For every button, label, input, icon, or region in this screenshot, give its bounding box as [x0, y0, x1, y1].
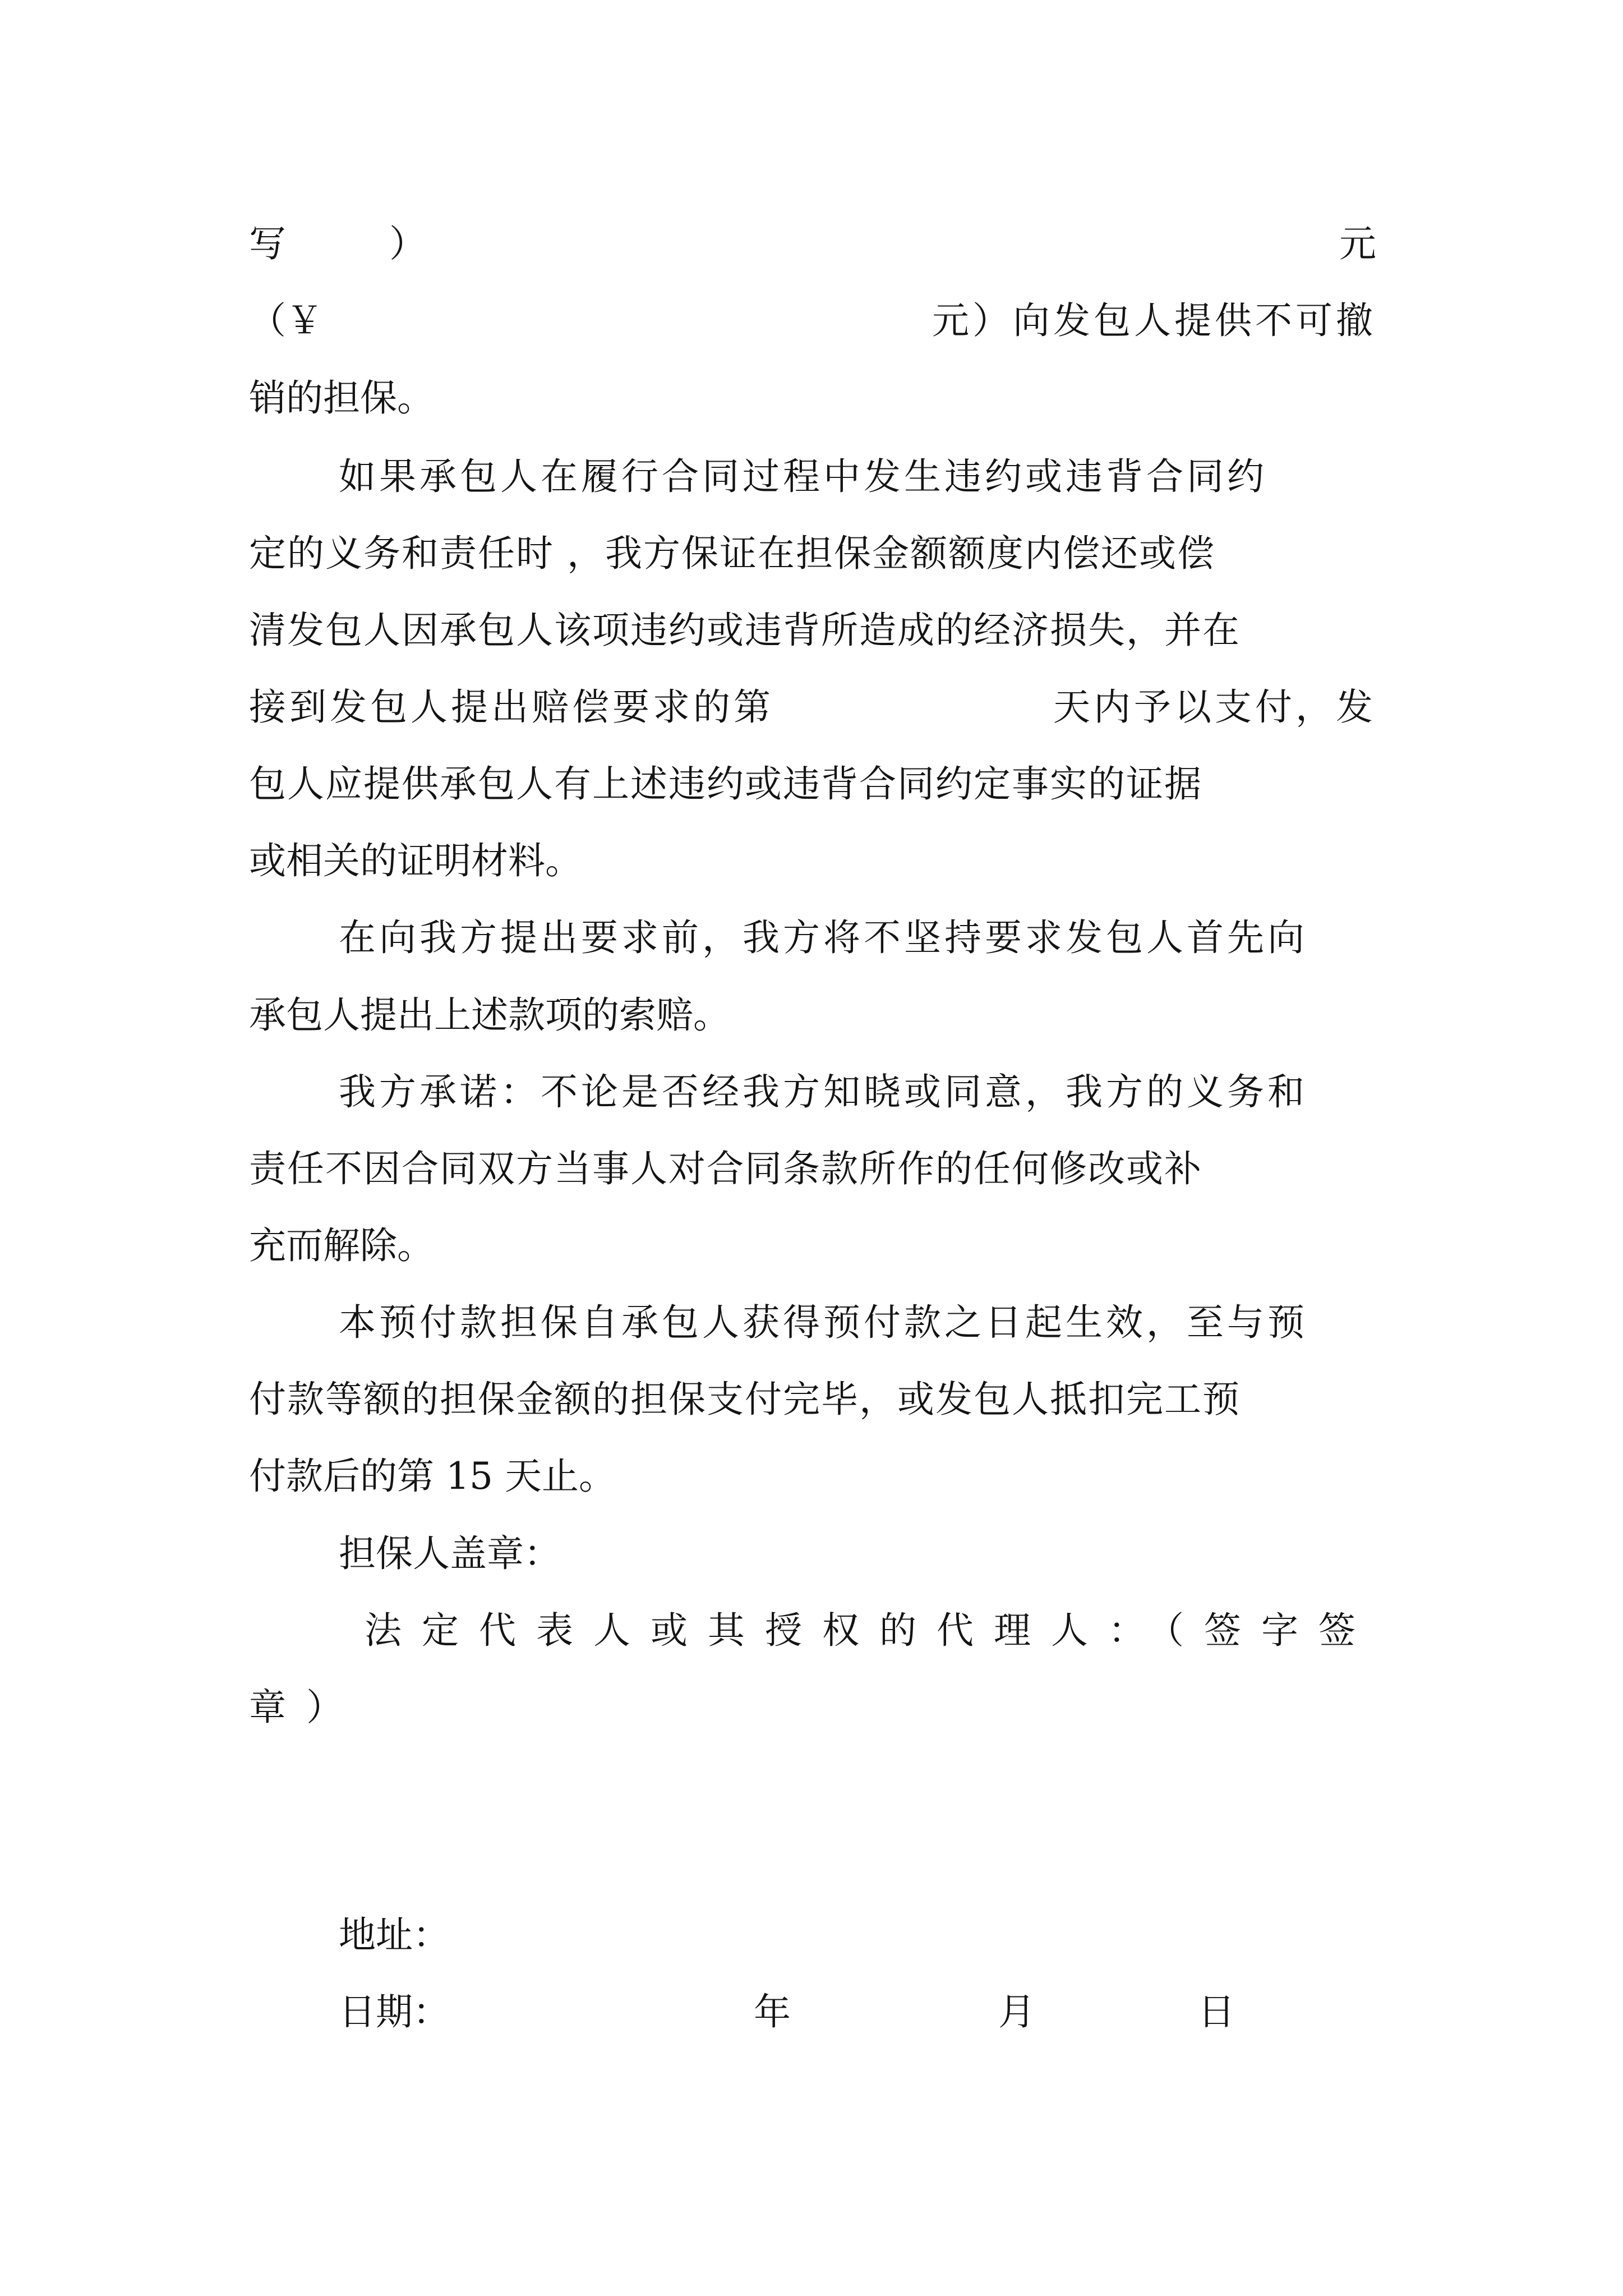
representative-signature-line: 法定代表人或其授权的代理人：（签字签	[365, 1609, 1376, 1652]
request-paragraph-line-2: 承包人提出上述款项的索赔。	[249, 993, 730, 1037]
amount-capital-line	[249, 216, 1376, 272]
commitment-paragraph-line-2: 责任不因合同双方当事人对合同条款所作的任何修改或补	[249, 1147, 1202, 1190]
effective-paragraph-line-2: 付款等额的担保金额的担保支付完毕，或发包人抵扣完工预	[249, 1378, 1241, 1421]
payment-days-suffix: 天内予以支付，发	[1053, 685, 1376, 729]
breach-paragraph-line-5: 包人应提供承包人有上述违约或违背合同约定事实的证据	[249, 762, 1202, 806]
breach-paragraph-line-1: 如果承包人在履行合同过程中发生违约或违背合同约	[339, 455, 1267, 498]
guarantor-seal-label: 担保人盖章：	[339, 1532, 561, 1575]
amount-capital-label: 写	[249, 222, 286, 265]
date-year-label: 年	[754, 1990, 791, 2033]
breach-paragraph-line-4	[249, 679, 1376, 735]
amount-figure-line	[249, 293, 1376, 349]
date-month-label: 月	[998, 1990, 1035, 2033]
request-paragraph-line-1: 在向我方提出要求前，我方将不坚持要求发包人首先向	[339, 916, 1308, 959]
amount-figure-label: （￥	[249, 299, 323, 342]
payment-days-label: 接到发包人提出赔偿要求的第	[249, 685, 774, 729]
commitment-paragraph-line-1: 我方承诺：不论是否经我方知晓或同意，我方的义务和	[339, 1070, 1308, 1114]
breach-paragraph-line-2: 定的义务和责任时 ，我方保证在担保金额额度内偿还或偿	[249, 532, 1215, 575]
date-label: 日期：	[339, 1990, 450, 2033]
amount-capital-close-paren: ）	[389, 222, 426, 265]
breach-paragraph-line-3: 清发包人因承包人该项违约或违背所造成的经济损失，并在	[249, 609, 1241, 652]
effective-paragraph-line-1: 本预付款担保自承包人获得预付款之日起生效，至与预	[339, 1301, 1308, 1344]
amount-figure-text: 元）向发包人提供不可撤	[932, 299, 1376, 342]
guarantee-end-line: 销的担保。	[249, 376, 434, 420]
amount-capital-unit: 元	[1339, 222, 1376, 265]
representative-signature-cont: 章）	[249, 1686, 363, 1729]
commitment-paragraph-line-3: 充而解除。	[249, 1224, 434, 1267]
address-label: 地址：	[339, 1913, 450, 1957]
date-day-label: 日	[1198, 1990, 1235, 2033]
effective-paragraph-line-3: 付款后的第 15 天止。	[249, 1455, 616, 1498]
date-line	[339, 1984, 1376, 2040]
breach-paragraph-line-6: 或相关的证明材料。	[249, 839, 582, 882]
